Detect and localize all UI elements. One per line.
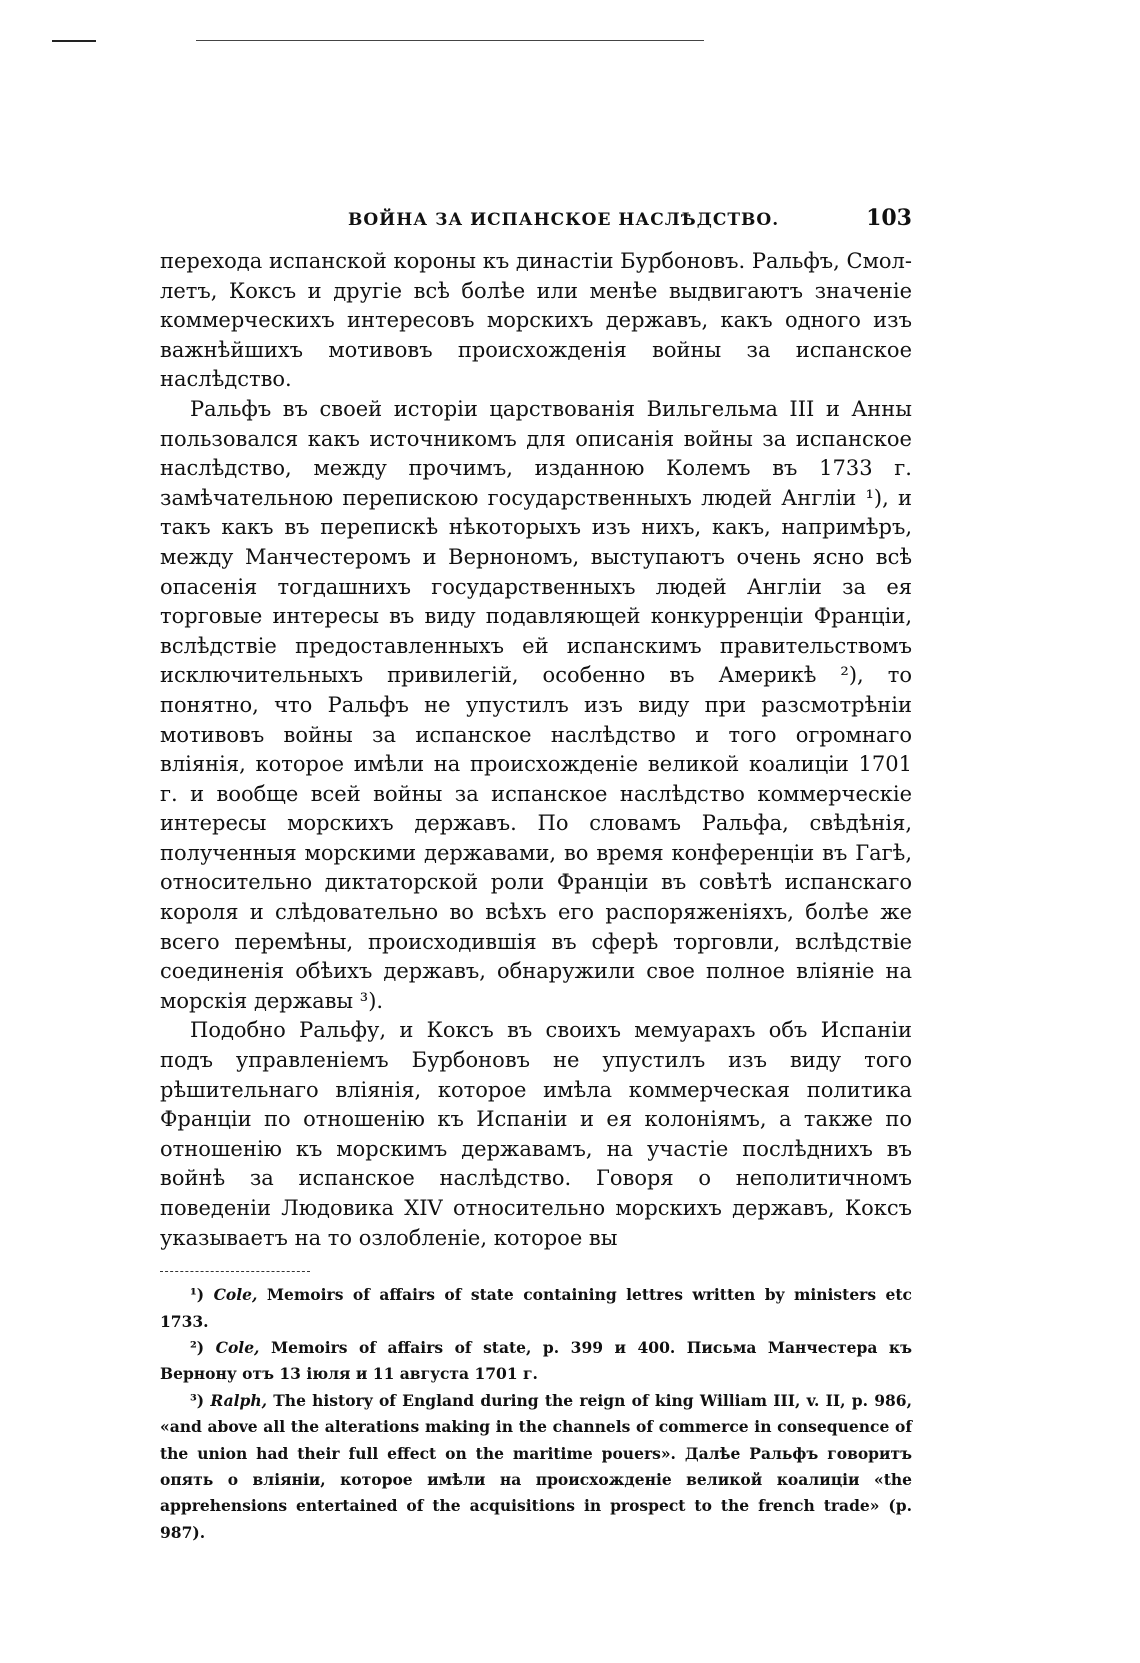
book-page xyxy=(160,205,912,1546)
footnote-author: Cole, xyxy=(215,1338,260,1357)
footnote-text: Memoirs of affairs of state containing lettres written by ministers etc 1733. xyxy=(160,1285,912,1331)
footnote-3 xyxy=(160,1388,912,1546)
page-number: 103 xyxy=(866,205,912,231)
paragraph-1: перехода испанской короны къ династіи Бурбоновъ. Ральфъ, Смоллетъ, Коксъ и другіе всѣ болѣе или менѣе выдвигаютъ значеніе коммерческихъ интересовъ морскихъ державъ, какъ одного изъ важнѣйшихъ мотивовъ происхожденія войны за испанское наслѣдство. xyxy=(160,249,912,392)
footnote-mark: ³) xyxy=(190,1390,205,1410)
footnote-text: The history of England during the reign of king William III, v. II, p. 986, «and above all the alterations making in the channels of commerce in consequence of the union had their full effect on the maritime pouers». Далѣе Ральфъ говоритъ опять о вліяніи, которое имѣли на происхожденіе великой коалиціи «the apprehensions entertained of the acquisitions in prospect to the french trade» (p. 987). xyxy=(160,1390,912,1542)
paragraph-3: Подобно Ральфу, и Коксъ въ своихъ мемуарахъ объ Испаніи подъ управленіемъ Бурбоновъ не упустилъ изъ виду того рѣшительнаго вліянія, которое имѣла коммерческая политика Франціи по отношенію къ Испаніи и ея колоніямъ, а также по отношенію къ морскимъ державамъ, на участіе послѣднихъ въ войнѣ за испанское наслѣдство. Говоря о неполитичномъ поведеніи Людовика XIV относительно морскихъ державъ, Коксъ указываетъ на то озлобленіе, которое вы xyxy=(160,1018,912,1250)
running-title: ВОЙНА ЗА ИСПАНСКОЕ НАСЛѢДСТВО. xyxy=(348,210,780,230)
footnote-1 xyxy=(160,1282,912,1335)
footnote-2 xyxy=(160,1335,912,1388)
footnote-separator xyxy=(160,1271,310,1272)
footnote-author: Ralph, xyxy=(210,1390,268,1410)
footnote-mark: ²) xyxy=(190,1338,205,1357)
top-scan-rule xyxy=(196,40,704,41)
page-header xyxy=(160,205,912,247)
footnotes xyxy=(160,1282,912,1546)
footnote-text: Memoirs of affairs of state, p. 399 и 400. Письма Манчестера къ Вернону отъ 13 іюля и 11 августа 1701 г. xyxy=(160,1338,912,1384)
footnote-author: Cole, xyxy=(213,1285,258,1305)
top-scan-rule-left xyxy=(52,40,96,42)
footnote-mark: ¹) xyxy=(190,1285,205,1305)
body-text xyxy=(160,247,912,1253)
paragraph-2: Ральфъ въ своей исторіи царствованія Вильгельма III и Анны пользовался какъ источникомъ для описанія войны за испанское наслѣдство, между прочимъ, изданною Колемъ въ 1733 г. замѣчательною перепискою государственныхъ людей Англіи ¹), и такъ какъ въ перепискѣ нѣкоторыхъ изъ нихъ, какъ, напримѣръ, между Манчестеромъ и Вернономъ, выступаютъ очень ясно всѣ опасенія тогдашнихъ государственныхъ людей Англіи за ея торговые интересы въ виду подавляющей конкурренціи Франціи, вслѣдствіе предоставленныхъ ей испанскимъ правительствомъ исключительныхъ привилегій, особенно въ Америкѣ ²), то понятно, что Ральфъ не упустилъ изъ виду при разсмотрѣніи мотивовъ войны за испанское наслѣдство и того огромнаго вліянія, которое имѣли на происхожденіе великой коалиціи 1701 г. и вообще всей войны за испанское наслѣдство коммерческіе интересы морскихъ державъ. По словамъ Ральфа, свѣдѣнія, полученныя морскими державами, во время конференціи въ Гагѣ, относительно диктаторской роли Франціи въ совѣтѣ испанскаго короля и слѣдовательно во всѣхъ его распоряженіяхъ, болѣе же всего перемѣны, происходившія въ сферѣ торговли, вслѣдствіе соединенія обѣихъ державъ, обнаружили свое полное вліяніе на морскія державы ³). xyxy=(160,396,912,1013)
